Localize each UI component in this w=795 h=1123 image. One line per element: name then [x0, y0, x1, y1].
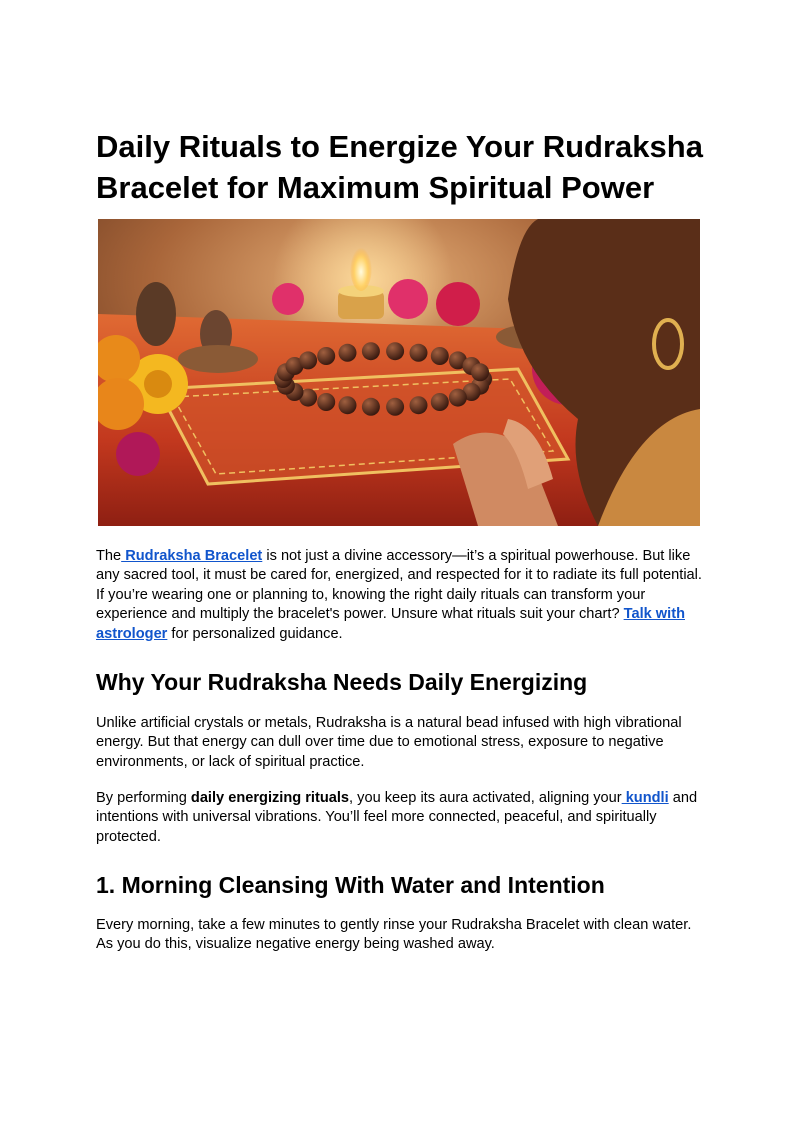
rudraksha-ritual-illustration: [98, 219, 700, 526]
rudraksha-bead: [431, 347, 449, 365]
rudraksha-bead: [339, 396, 357, 414]
rudraksha-bead: [410, 396, 428, 414]
rudraksha-bead: [471, 363, 489, 381]
intro-paragraph: [96, 547, 702, 644]
rudraksha-bead: [362, 398, 380, 416]
why-p2-prefix: By performing: [96, 790, 191, 806]
section-heading-morning: 1. Morning Cleansing With Water and Intention: [96, 872, 605, 898]
section-heading-why: Why Your Rudraksha Needs Daily Energizing: [96, 669, 588, 695]
rudraksha-bracelet-link[interactable]: Rudraksha Bracelet: [121, 548, 263, 564]
rudraksha-bead: [431, 393, 449, 411]
rudraksha-bead: [449, 389, 467, 407]
page-title: Daily Rituals to Energize Your Rudraksha Bracelet for Maximum Spiritual Power: [96, 129, 703, 205]
rudraksha-bead: [362, 342, 380, 360]
intro-prefix: The: [96, 548, 122, 564]
why-paragraph-1: Unlike artificial crystals or metals, Rudraksha is a natural bead infused with high vibrational energy. But that energy can dull over time due to emotional stress, exposure to negative environments, or lack of spiritual practice.: [96, 715, 682, 770]
why-p2-bold: daily energizing rituals: [190, 790, 350, 806]
intro-text: is not just a divine accessory—it’s a spiritual powerhouse. But like any sacred tool, it must be cared for, energized, and respected for it to radiate its full potential. If you’re wearing one or planning to, knowing the right daily rituals can transform your experience and multiply the bracelet's power. Unsure what rituals suit your chart?: [96, 548, 702, 623]
rudraksha-bead: [386, 398, 404, 416]
rudraksha-bead: [410, 344, 428, 362]
rudraksha-bead: [386, 342, 404, 360]
why-p2-mid: , you keep its aura activated, aligning your: [349, 790, 622, 806]
rudraksha-bead: [317, 393, 335, 411]
talk-with-astrologer-link[interactable]: Talk with astrologer: [96, 606, 685, 642]
why-p2-suffix: and intentions with universal vibrations. You’ll feel more connected, peaceful, and spiritually protected.: [96, 790, 698, 845]
morning-paragraph: Every morning, take a few minutes to gently rinse your Rudraksha Bracelet with clean water. As you do this, visualize negative energy being washed away.: [96, 917, 692, 953]
rudraksha-bead: [317, 347, 335, 365]
hero-image: [98, 219, 700, 526]
rudraksha-bead: [339, 344, 357, 362]
why-paragraph-2: [96, 789, 702, 847]
kundli-link[interactable]: kundli: [621, 790, 669, 806]
rudraksha-bead: [299, 351, 317, 369]
intro-suffix: for personalized guidance.: [167, 625, 343, 642]
